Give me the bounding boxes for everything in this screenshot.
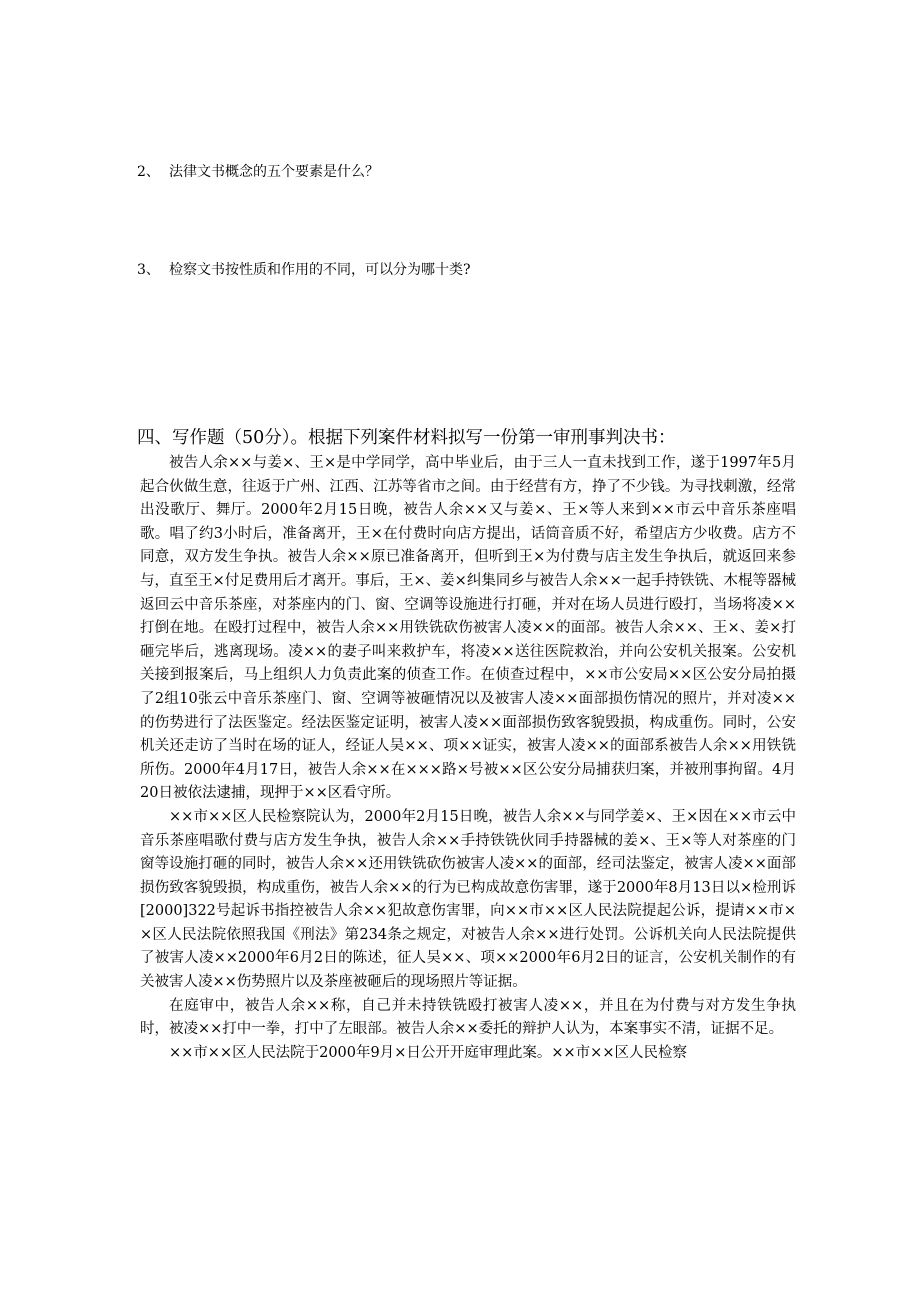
question-2-number: 2、: [137, 164, 160, 180]
case-paragraph-trial: 在庭审中，被告人余××称，自己并未持铁铣殴打被害人凌××，并且在为付费与对方发生争执时，被凌××打中一拳，打中了左眼部。被告人余××委托的辩护人认为，本案事实不清，证据不足。: [140, 997, 796, 1038]
case-paragraph-facts: 被告人余××与姜×、王×是中学同学，高中毕业后，由于三人一直未找到工作，遂于1997年5月起合伙做生意，往返于广州、江西、江苏等省市之间。由于经营有方，挣了不少钱。为寻找刺激，经常出没歌厅、舞厅。2000年2月15日晚，被告人余××又与姜×、王×等人来到××市云中音乐茶座唱歌。唱了约3小时后，准备离开，王×在付费时向店方提出，话筒音质不好，希望店方少收费。店方不同意，双方发生争执。被告人余××原已准备离开，但听到王×为付费与店主发生争执后，就返回来参与，直至王×付足费用后才离开。事后，王×、姜×纠集同乡与被告人余××一起手持铁铣、木棍等器械返回云中音乐茶座，对茶座内的门、窗、空调等设施进行打砸，并对在场人员进行殴打，当场将凌××打倒在地。在殴打过程中，被告人余××用铁铣砍伤被害人凌××的面部。被告人余××、王×、姜×打砸完毕后，逃离现场。凌××的妻子叫来救护车，将凌××送往医院救治，并向公安机关报案。公安机关接到报案后，马上组织人力负责此案的侦查工作。在侦查过程中，××市公安局××区公安分局拍摄了2组10张云中音乐茶座门、窗、空调等被砸情况以及被害人凌××面部损伤情况的照片，并对凌××的伤势进行了法医鉴定。经法医鉴定证明，被害人凌××面部损伤致客貌毁损，构成重伤。同时，公安机关还走访了当时在场的证人，经证人吴××、项××证实，被害人凌××的面部系被告人余××用铁铣所伤。2000年4月17日，被告人余××在×××路×号被××区公安分局捕获归案，并被刑事拘留。4月20日被依法逮捕，现押于××区看守所。: [140, 455, 796, 802]
section-title-writing-task: 四、写作题（50分）。根据下列案件材料拟写一份第一审刑事判决书：: [137, 428, 676, 448]
question-3-text: 检察文书按性质和作用的不同，可以分为哪十类?: [169, 262, 471, 278]
case-paragraph-court: ××市××区人民法院于2000年9月×日公开开庭审理此案。××市××区人民检察: [169, 1044, 687, 1061]
question-3-number: 3、: [137, 262, 160, 278]
question-3: [137, 260, 471, 280]
question-2-text: 法律文书概念的五个要素是什么？: [169, 164, 379, 180]
case-material: [140, 452, 796, 1065]
question-2: [137, 162, 379, 182]
case-paragraph-procuratorate: ××市××区人民检察院认为，2000年2月15日晚，被告人余××与同学姜×、王×因在××市云中音乐茶座唱歌付费与店方发生争执，被告人余××手持铁铣伙同手持器械的姜×、王×等人对茶座的门窗等设施打砸的同时，被告人余××还用铁铣砍伤被害人凌××的面部，经司法鉴定，被害人凌××面部损伤致客貌毁损，构成重伤，被告人余××的行为已构成故意伤害罪，遂于2000年8月13日以×检刑诉[2000]322号起诉书指控被告人余××犯故意伤害罪，向××市××区人民法院提起公诉，提请××市××区人民法院依照我国《刑法》第234条之规定，对被告人余××进行处罚。公诉机关向人民法院提供了被害人凌××2000年6月2日的陈述，征人吴××、项××2000年6月2日的证言，公安机关制作的有关被害人凌××伤势照片以及茶座被砸后的现场照片等证据。: [140, 808, 796, 991]
